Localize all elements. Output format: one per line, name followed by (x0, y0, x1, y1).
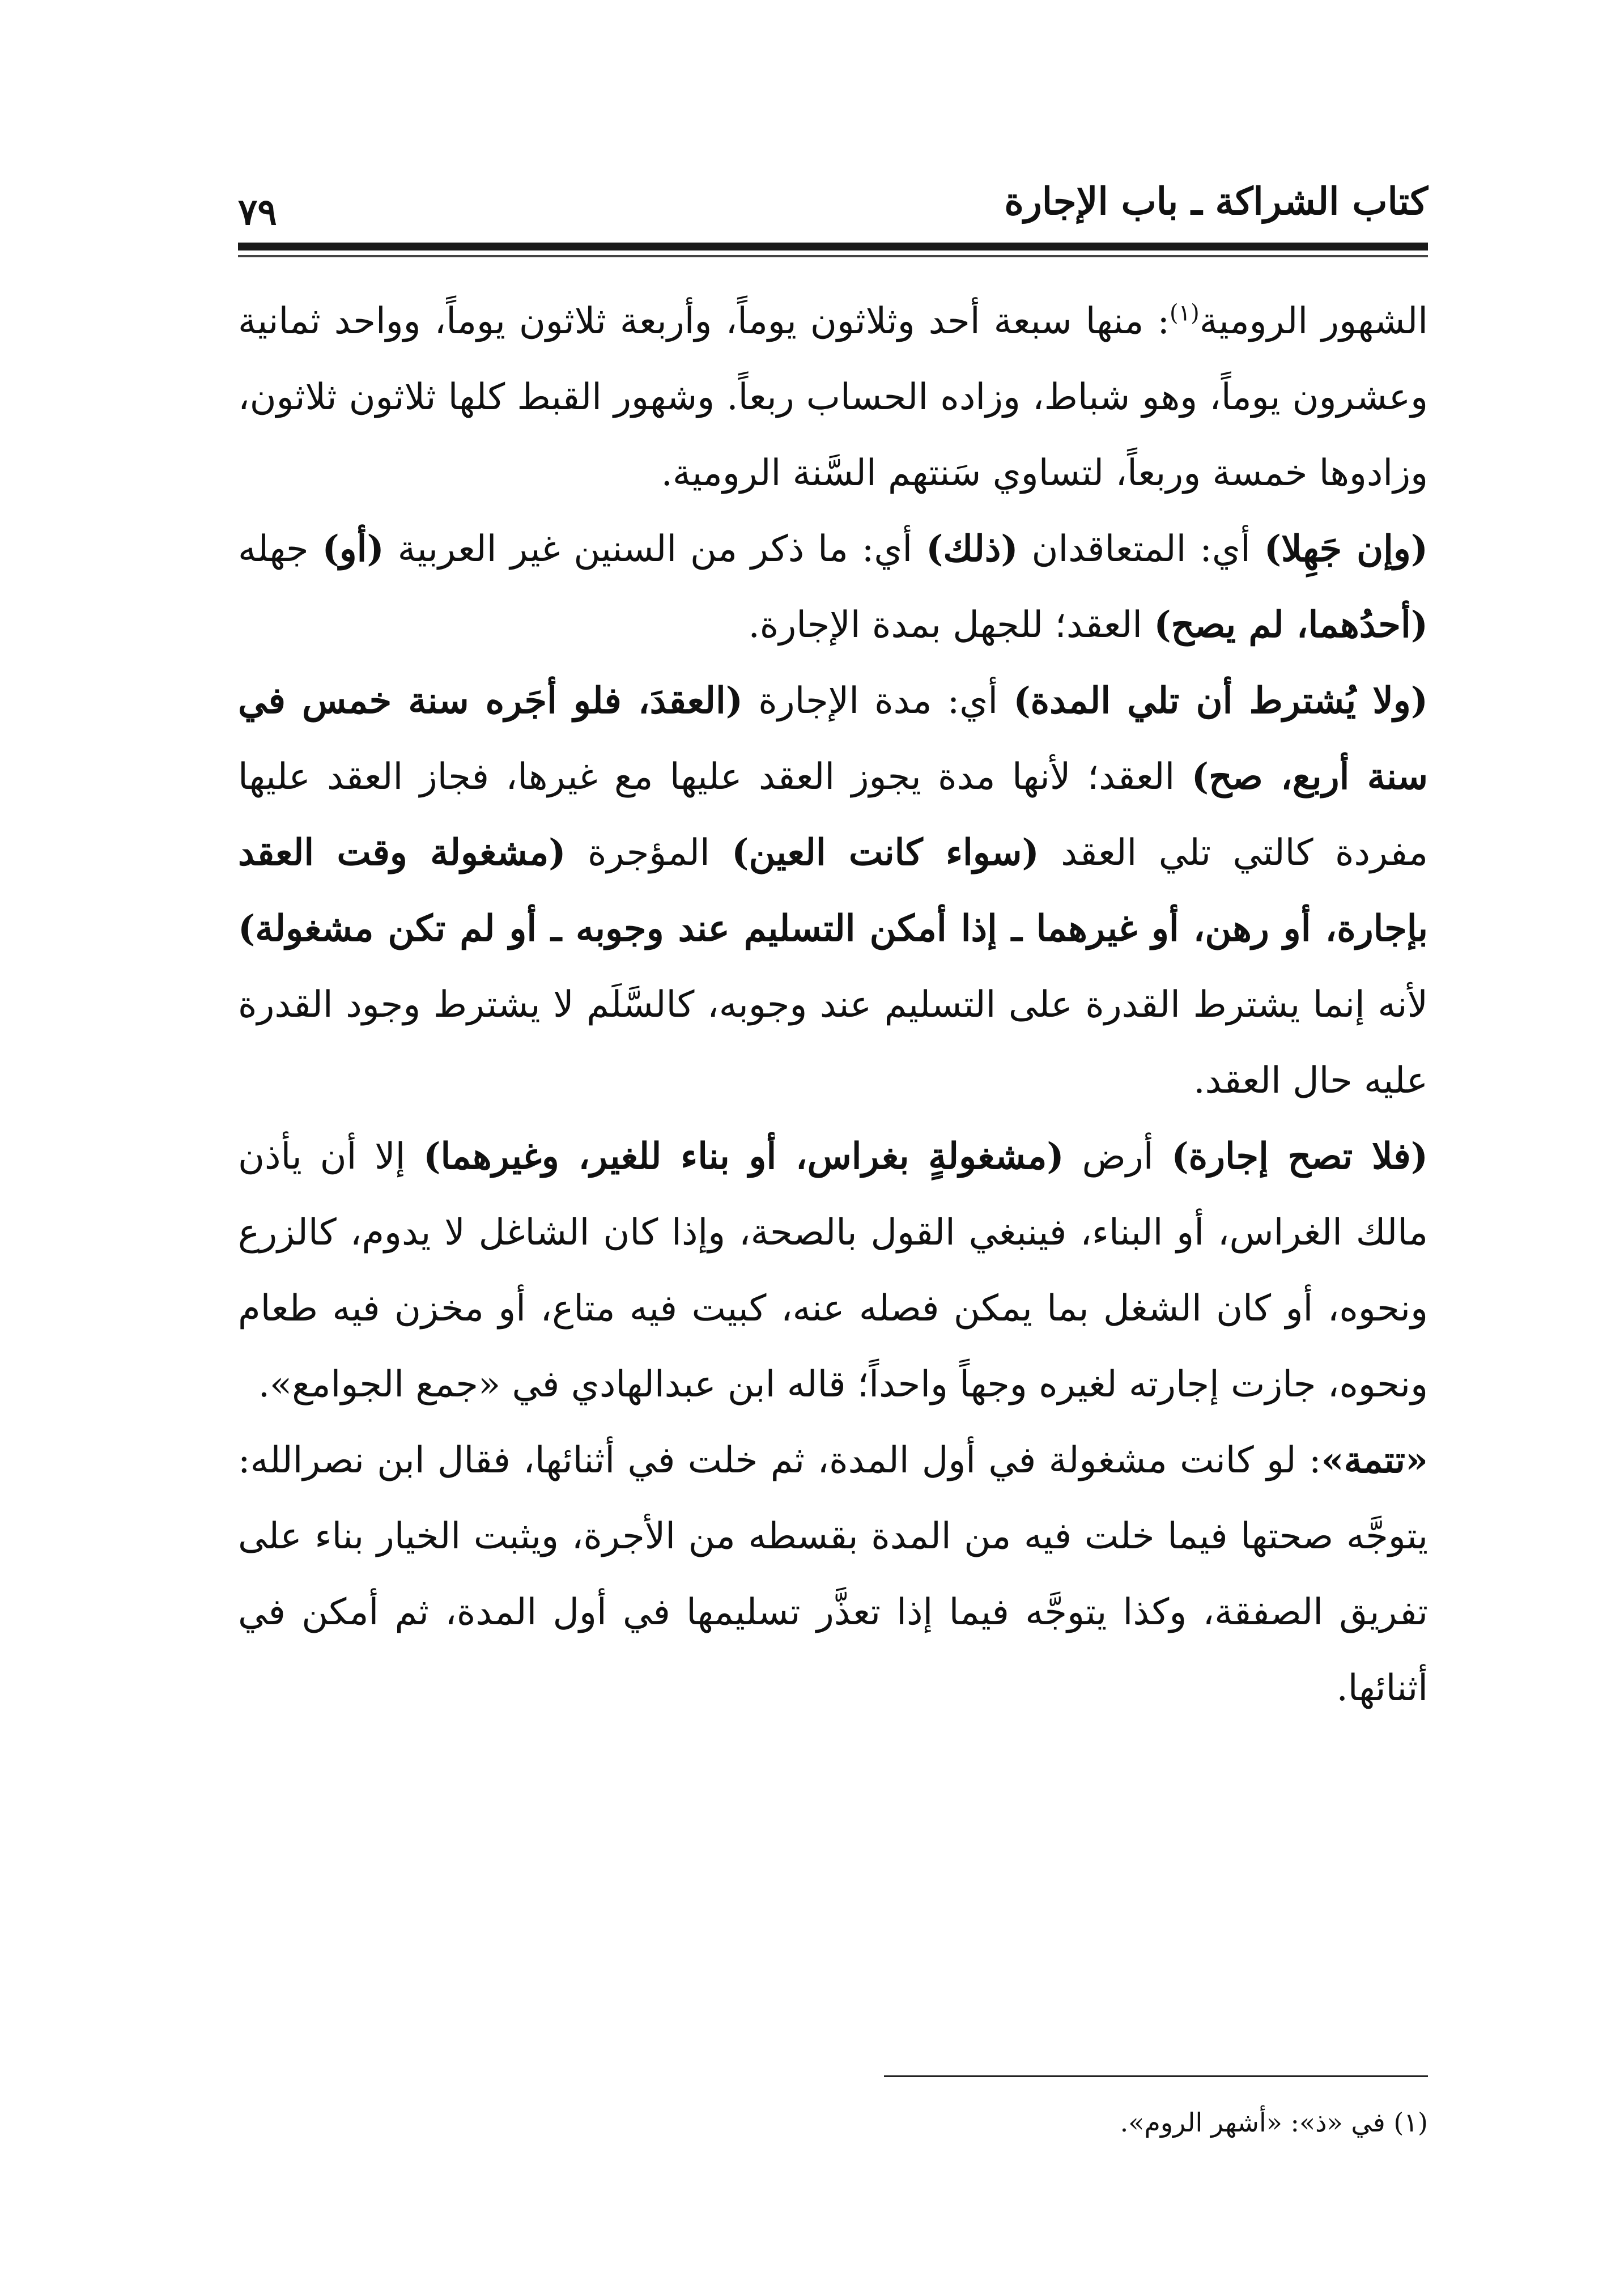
matn-text: (مشغولة وقت العقد بإجارة، أو رهن، أو غيرهما ـ إذا أمكن التسليم عند وجوبه ـ أو لم تكن مشغولة) (238, 831, 1428, 950)
matn-text: (وإن جَهِلا) (1264, 528, 1429, 570)
matn-text: (أو) (322, 528, 384, 570)
paragraph-1 (238, 283, 1428, 511)
text-run: أي: المتعاقدان (1018, 528, 1264, 570)
text-run: أرض (1064, 1136, 1172, 1178)
matn-text: (العقدَ، فلو أجَره سنة خمس في سنة أربع، صح) (238, 680, 1429, 798)
matn-text: (ذلك) (926, 528, 1018, 570)
matn-text: (مشغولةٍ بغراس، أو بناء للغير، وغيرهما) (423, 1135, 1064, 1178)
text-run: جهله (238, 528, 322, 570)
text-run: أي: ما ذكر من السنين غير العربية (384, 528, 926, 570)
text-run: الشهور الرومية (1199, 300, 1429, 342)
text-run: إلا أن يأذن مالك الغراس، أو البناء، فينبغي القول بالصحة، وإذا كان الشاغل لا يدوم، كالزرع ونحوه، أو كان الشغل بما يمكن فصله عنه، كبيت فيه متاع، أو مخزن فيه طعام ونحوه، جازت إجارته لغيره وجهاً واحداً؛ قاله ابن عبدالهادي في «جمع الجوامع». (238, 1136, 1428, 1405)
text-run: المؤجرة (566, 832, 732, 874)
text-run: : لو كانت مشغولة في أول المدة، ثم خلت في أثنائها، فقال ابن نصرالله: يتوجَّه صحتها فيما خلت فيه من المدة بقسطه من الأجرة، ويثبت الخيار بناء على تفريق الصفقة، وكذا يتوجَّه فيما إذا تعذَّر تسليمها في أول المدة، ثم أمكن في أثنائها. (238, 1440, 1429, 1709)
body-text (238, 283, 1428, 1726)
footnote-marker[interactable]: (١) (1170, 300, 1200, 326)
text-run: : منها سبعة أحد وثلاثون يوماً، وأربعة ثلاثون يوماً، وواحد ثمانية وعشرون يوماً، وهو شباط، وزاده الحساب ربعاً. وشهور القبط كلها ثلاثون ثلاثون، وزادوها خمسة وربعاً، لتساوي سَنتهم السَّنة الرومية. (238, 300, 1428, 494)
matn-text: (أحدُهما، لم يصح) (1154, 604, 1428, 646)
paragraph-4 (238, 1119, 1428, 1422)
text-run: أي: مدة الإجارة (743, 680, 1014, 722)
matn-text: (فلا تصح إجارة) (1171, 1135, 1429, 1178)
text-run: العقد؛ للجهل بمدة الإجارة. (748, 604, 1154, 646)
header-rule (238, 243, 1428, 250)
header-rule-thin (238, 255, 1428, 257)
footnote: (١) في «ذ»: «أشهر الروم». (1120, 2107, 1428, 2138)
page-number: ٧٩ (238, 191, 277, 233)
text-run: لأنه إنما يشترط القدرة على التسليم عند وجوبه، كالسَّلَم لا يشترط وجود القدرة عليه حال العقد. (238, 984, 1428, 1102)
text-run: العقد؛ لأنها مدة يجوز العقد عليها مع غيرها، فجاز العقد عليها مفردة كالتي تلي العقد (238, 756, 1429, 874)
paragraph-2 (238, 511, 1428, 663)
paragraph-5 (238, 1422, 1428, 1726)
chapter-title: كتاب الشراكة ـ باب الإجارة (1004, 179, 1428, 223)
matn-text: (سواء كانت العين) (732, 831, 1039, 874)
paragraph-3 (238, 663, 1428, 1119)
matn-text: «تتمة» (1321, 1439, 1428, 1481)
matn-text: (ولا يُشترط أن تلي المدة) (1013, 680, 1429, 722)
running-header (238, 170, 1428, 232)
footnote-rule (884, 2075, 1428, 2077)
